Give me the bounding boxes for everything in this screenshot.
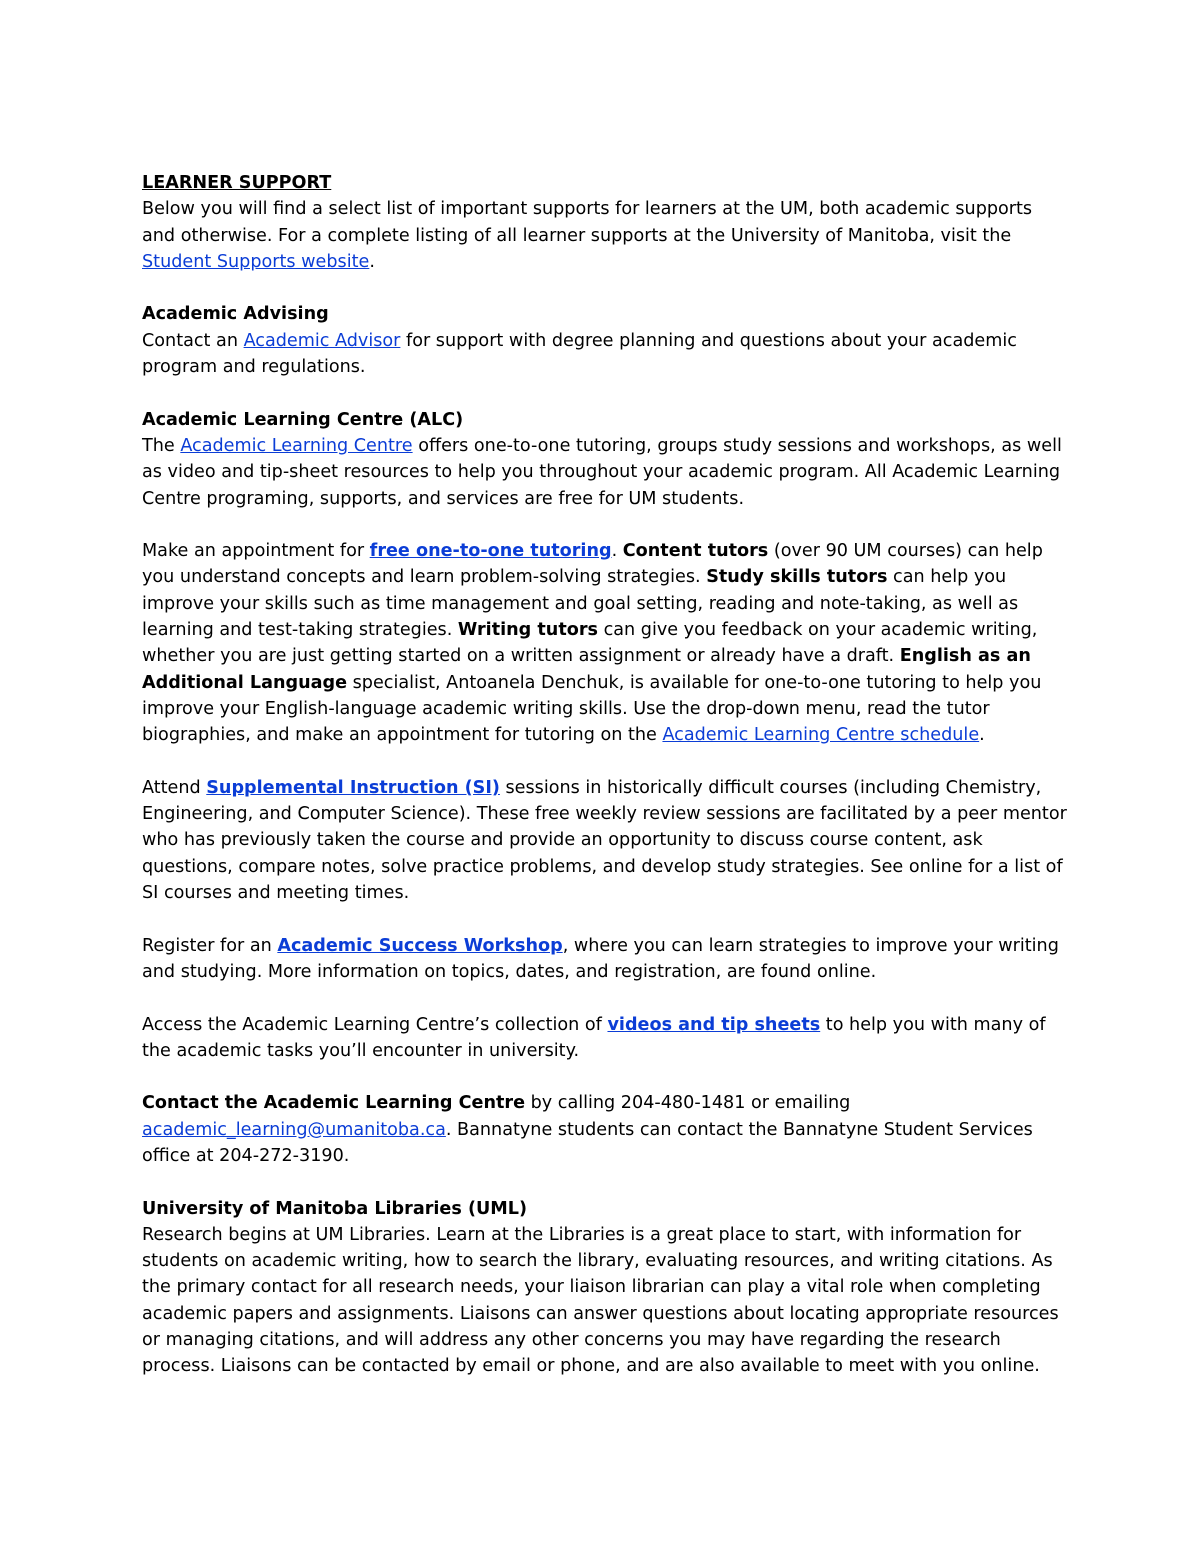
videos-section <box>142 1012 1067 1065</box>
academic-success-workshop-link[interactable]: Academic Success Workshop <box>277 935 563 956</box>
videos-text: Access the Academic Learning Centre’s collection of <box>142 1014 608 1035</box>
content-tutors-label: Content tutors <box>622 541 769 562</box>
advising-text: Contact an <box>142 330 244 351</box>
libraries-text: Research begins at UM Libraries. Learn at the Libraries is a great place to start, with information for students on academic writing, how to search the library, evaluating resources, and writing citations. As the primary contact for all research needs, your liaison librarian can play a vital role when completing academic papers and assignments. Liaisons can answer questions about locating appropriate resources or managing citations, and will address any other concerns you may have regarding the research process. Liaisons can be contacted by email or phone, and are also available to meet with you online. <box>142 1224 1059 1377</box>
libraries-heading: University of Manitoba Libraries (UML) <box>142 1198 528 1219</box>
study-skills-tutors-label: Study skills tutors <box>706 567 888 588</box>
free-tutoring-link[interactable]: free one-to-one tutoring <box>369 541 612 562</box>
contact-text-end: . Bannatyne students can contact the Bannatyne Student Services office at 204-272-3190. <box>142 1119 1033 1166</box>
contact-label: Contact the Academic Learning Centre <box>142 1093 526 1114</box>
alc-text: The <box>142 435 181 456</box>
student-supports-link[interactable]: Student Supports website <box>142 251 370 272</box>
advising-section <box>142 301 1067 380</box>
tutoring-text: specialist, Antoanela Denchuk, is available for one-to-one tutoring to help you improve your English-language academic writing skills. Use the drop-down menu, read the tutor biographies, and make an appointment for tutoring on the <box>142 672 1042 746</box>
academic-advisor-link[interactable]: Academic Advisor <box>243 330 401 351</box>
alc-schedule-link[interactable]: Academic Learning Centre schedule <box>662 725 980 746</box>
alc-text-end: offers one-to-one tutoring, groups study sessions and workshops, as well as video and tip-sheet resources to help you throughout your academic program. All Academic Learning Centre programing, supports, and services are free for UM students. <box>142 435 1062 509</box>
alc-heading: Academic Learning Centre (ALC) <box>142 409 464 430</box>
tutoring-text: . <box>611 541 623 562</box>
si-text-end: sessions in historically difficult courses (including Chemistry, Engineering, and Computer Science). These free weekly review sessions are facilitated by a peer mentor who has previously taken the course and provide an opportunity to discuss course content, ask questions, compare notes, solve practice problems, and develop study strategies. See online for a list of SI courses and meeting times. <box>142 777 1067 904</box>
videos-tip-sheets-link[interactable]: videos and tip sheets <box>607 1014 821 1035</box>
page-title: LEARNER SUPPORT <box>142 173 332 193</box>
tutoring-text: (over 90 UM courses) can help you understand concepts and learn problem-solving strategies. <box>142 541 1043 588</box>
advising-heading: Academic Advising <box>142 304 329 325</box>
workshop-text: Register for an <box>142 935 278 956</box>
supplemental-instruction-link[interactable]: Supplemental Instruction (SI) <box>206 777 500 798</box>
eal-label: English as an Additional Language <box>142 646 1031 693</box>
academic-learning-centre-link[interactable]: Academic Learning Centre <box>180 435 413 456</box>
intro-text-end: . <box>369 251 375 272</box>
videos-text-end: to help you with many of the academic tasks you’ll encounter in university. <box>142 1014 1046 1061</box>
libraries-section <box>142 1196 1067 1380</box>
workshop-text-end: , where you can learn strategies to improve your writing and studying. More information on topics, dates, and registration, are found online. <box>142 935 1059 982</box>
alc-section <box>142 407 1067 512</box>
contact-section <box>142 1090 1067 1169</box>
si-section <box>142 775 1067 906</box>
workshop-section <box>142 933 1067 986</box>
contact-text: by calling 204-480-1481 or emailing <box>525 1093 851 1114</box>
intro-section <box>142 170 1067 275</box>
document-page <box>142 170 1067 1406</box>
writing-tutors-label: Writing tutors <box>457 620 598 641</box>
tutoring-text: can help you improve your skills such as time management and goal setting, reading and note-taking, as well as learning and test-taking strategies. <box>142 567 1019 641</box>
intro-text: Below you will find a select list of important supports for learners at the UM, both academic supports and otherwise. For a complete listing of all learner supports at the University of Manitoba, visit the <box>142 199 1033 246</box>
si-text: Attend <box>142 777 207 798</box>
tutoring-text: can give you feedback on your academic writing, whether you are just getting started on a written assignment or already have a draft. <box>142 620 1038 667</box>
tutoring-text-end: . <box>979 725 985 746</box>
alc-email-link[interactable]: academic_learning@umanitoba.ca <box>142 1119 446 1140</box>
tutoring-text: Make an appointment for <box>142 541 370 562</box>
tutoring-section <box>142 538 1067 748</box>
advising-text-end: for support with degree planning and questions about your academic program and regulations. <box>142 330 1017 378</box>
